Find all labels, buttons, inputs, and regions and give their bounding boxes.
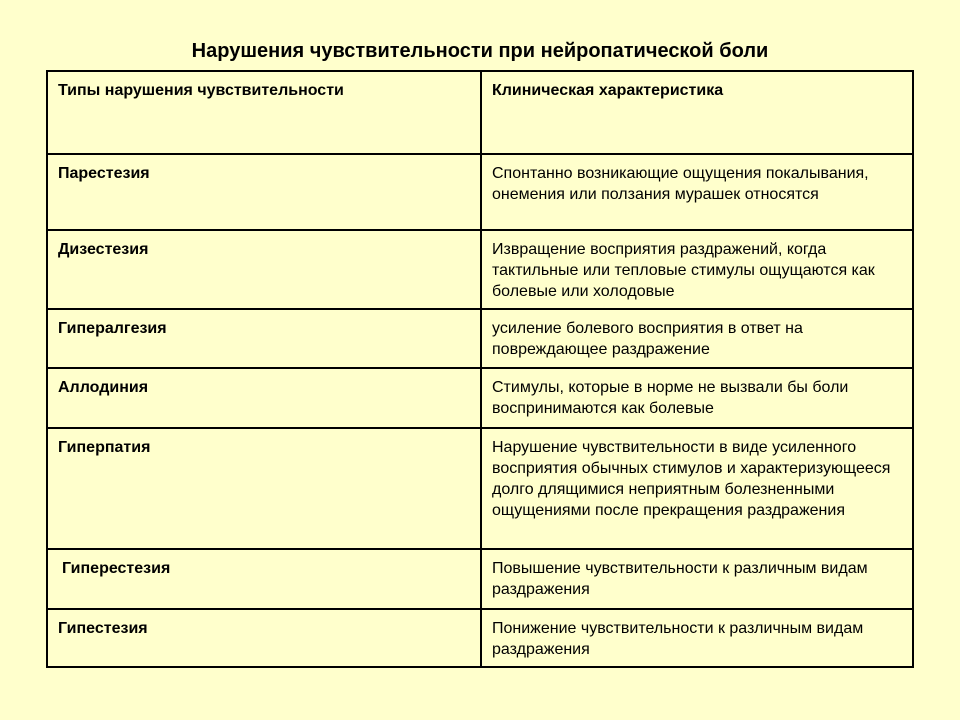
table-row [47,230,913,309]
table-row [47,368,913,428]
cell-description: Понижение чувствительности к различным видам раздражения [481,609,913,667]
cell-type: Аллодиния [47,368,481,428]
cell-description: Извращение восприятия раздражений, когда тактильные или тепловые стимулы ощущаются как болевые или холодовые [481,230,913,309]
table-row [47,549,913,609]
header-cell-type: Типы нарушения чувствительности [47,71,481,154]
cell-type-text: Гиперестезия [62,560,171,577]
cell-description: Стимулы, которые в норме не вызвали бы боли воспринимаются как болевые [481,368,913,428]
table-row [47,154,913,230]
cell-description: Повышение чувствительности к различным видам раздражения [481,549,913,609]
cell-description: Спонтанно возникающие ощущения покалывания, онемения или ползания мурашек относятся [481,154,913,230]
page-title: Нарушения чувствительности при нейропатической боли [191,40,769,62]
sensitivity-table [46,70,914,668]
cell-type: Гиперпатия [47,428,481,549]
cell-type: Парестезия [47,154,481,230]
table-header-row [47,71,913,154]
header-cell-description: Клиническая характеристика [481,71,913,154]
cell-type [47,549,481,609]
cell-type: Гипералгезия [47,309,481,368]
table-row [47,309,913,368]
cell-type: Дизестезия [47,230,481,309]
cell-description: усиление болевого восприятия в ответ на повреждающее раздражение [481,309,913,368]
cell-type: Гипестезия [47,609,481,667]
table-row [47,428,913,549]
cell-description: Нарушение чувствительности в виде усиленного восприятия обычных стимулов и характеризующееся долго длящимися неприятным болезненными ощущениями после прекращения раздражения [481,428,913,549]
table-row [47,609,913,667]
